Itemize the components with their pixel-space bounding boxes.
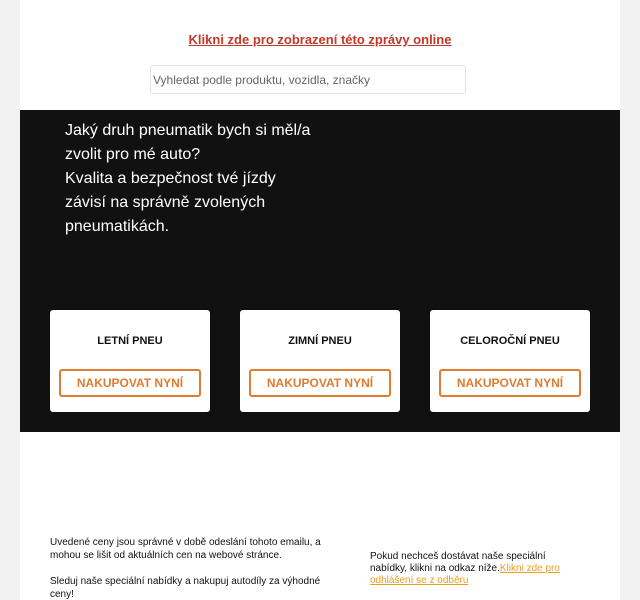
follow-offers-text: Sleduj naše speciální nabídky a nakupuj autodíly za výhodné ceny! [50, 576, 321, 600]
category-card-summer [50, 310, 210, 412]
footer-unsubscribe [370, 551, 580, 587]
category-title-allseason: CELOROČNÍ PNEU [460, 335, 560, 347]
search-input[interactable] [150, 65, 466, 94]
price-disclaimer-text: Uvedené ceny jsou správné v době odeslání tohoto emailu, a mohou se lišit od aktuálních cen na webové stránce. [50, 537, 321, 561]
category-card-winter [240, 310, 400, 412]
category-title-summer: LETNÍ PNEU [97, 335, 163, 347]
hero-text [65, 119, 345, 239]
hero-line: pneumatikách. [65, 218, 170, 235]
hero-line: Jaký druh pneumatik bych si měl/a [65, 122, 311, 139]
view-online-link[interactable]: Klikni zde pro zobrazení této zprávy online [188, 32, 452, 47]
hero-line: zvolit pro mé auto? [65, 146, 201, 163]
hero-line: závisí na správně zvolených [65, 194, 266, 211]
shop-now-button-winter[interactable]: NAKUPOVAT NYNÍ [249, 369, 391, 397]
footer-disclaimer [50, 536, 340, 600]
email-container [20, 0, 620, 600]
hero-banner [20, 110, 620, 432]
category-title-winter: ZIMNÍ PNEU [288, 335, 352, 347]
category-card-allseason [430, 310, 590, 412]
shop-now-button-summer[interactable]: NAKUPOVAT NYNÍ [59, 369, 201, 397]
shop-now-button-allseason[interactable]: NAKUPOVAT NYNÍ [439, 369, 581, 397]
hero-line: Kvalita a bezpečnost tvé jízdy [65, 170, 276, 187]
unsubscribe-text: Pokud nechceš dostávat naše speciální nabídky, klikni na odkaz níže. [370, 551, 546, 574]
unsubscribe-link[interactable]: Klikni zde pro odhlášení se z odběru [370, 563, 560, 586]
